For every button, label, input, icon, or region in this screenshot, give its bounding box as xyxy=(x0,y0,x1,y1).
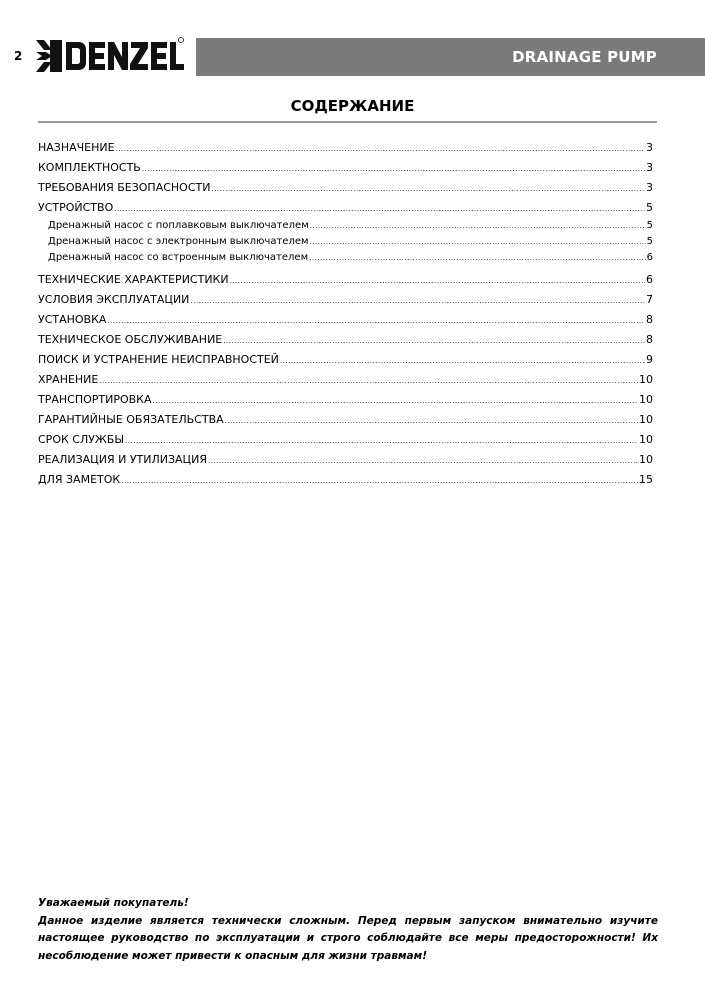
toc-entry-page: 5 xyxy=(646,220,653,231)
toc-entry-label: УСТРОЙСТВО xyxy=(38,201,114,214)
toc-dot-leader xyxy=(99,371,638,391)
toc-dot-leader xyxy=(153,391,638,411)
toc-entry-page: 7 xyxy=(646,293,653,306)
toc-dot-leader xyxy=(121,471,638,491)
toc-entry-page: 10 xyxy=(639,413,653,426)
toc-entry-label: ТРЕБОВАНИЯ БЕЗОПАСНОСТИ xyxy=(38,181,211,194)
toc-entry[interactable] xyxy=(38,350,653,370)
toc-entry[interactable] xyxy=(38,370,653,390)
toc-subentry[interactable] xyxy=(38,234,653,250)
toc-entry-page: 10 xyxy=(639,393,653,406)
toc-entry-label: ДЛЯ ЗАМЕТОК xyxy=(38,473,121,486)
toc-dot-leader xyxy=(107,311,645,331)
notice-greeting: Уважаемый покупатель! xyxy=(38,897,189,909)
customer-notice xyxy=(38,895,658,965)
toc-dot-leader xyxy=(309,250,646,266)
toc-entry-label: ТРАНСПОРТИРОВКА xyxy=(38,393,152,406)
toc-entry-page: 6 xyxy=(646,273,653,286)
toc-dot-leader xyxy=(310,234,646,250)
header-title: DRAINAGE PUMP xyxy=(512,48,657,66)
toc-entry[interactable] xyxy=(38,310,653,330)
toc-entry[interactable] xyxy=(38,450,653,470)
toc-entry-label: НАЗНАЧЕНИЕ xyxy=(38,141,115,154)
toc-dot-leader xyxy=(125,431,638,451)
toc-entry-page: 5 xyxy=(646,201,653,214)
toc-entry-page: 10 xyxy=(639,373,653,386)
toc-entry[interactable] xyxy=(38,158,653,178)
toc-entry-label: Дренажный насос с электронным выключателем xyxy=(48,236,309,247)
toc-entry-label: ТЕХНИЧЕСКОЕ ОБСЛУЖИВАНИЕ xyxy=(38,333,223,346)
toc-dot-leader xyxy=(190,291,645,311)
toc-entry-label: СРОК СЛУЖБЫ xyxy=(38,433,125,446)
table-of-contents xyxy=(38,138,653,490)
toc-entry-page: 15 xyxy=(639,473,653,486)
title-divider xyxy=(38,121,657,123)
toc-entry-page: 6 xyxy=(646,252,653,263)
toc-entry-label: Дренажный насос с поплавковым выключателем xyxy=(48,220,309,231)
toc-dot-leader xyxy=(225,411,638,431)
toc-entry-label: КОМПЛЕКТНОСТЬ xyxy=(38,161,141,174)
toc-dot-leader xyxy=(142,159,645,179)
toc-entry[interactable] xyxy=(38,470,653,490)
toc-entry-label: ТЕХНИЧЕСКИЕ ХАРАКТЕРИСТИКИ xyxy=(38,273,229,286)
toc-entry-page: 5 xyxy=(646,236,653,247)
toc-entry-label: ХРАНЕНИЕ xyxy=(38,373,99,386)
toc-entry-label: РЕАЛИЗАЦИЯ И УТИЛИЗАЦИЯ xyxy=(38,453,207,466)
toc-dot-leader xyxy=(280,351,645,371)
toc-entry[interactable] xyxy=(38,290,653,310)
toc-dot-leader xyxy=(230,271,645,291)
toc-entry[interactable] xyxy=(38,178,653,198)
toc-dot-leader xyxy=(223,331,645,351)
notice-text: Данное изделие является технически сложным. Перед первым запуском внимательно изучите настоящее руководство по эксплуатации и строго соблюдайте все меры предосторожности! Их несоблюдение может привести к опасным для жизни травмам! xyxy=(38,914,658,962)
toc-dot-leader xyxy=(211,179,645,199)
toc-subentry[interactable] xyxy=(38,218,653,234)
toc-entry-page: 8 xyxy=(646,313,653,326)
toc-entry-page: 3 xyxy=(646,141,653,154)
toc-entry-label: ПОИСК И УСТРАНЕНИЕ НЕИСПРАВНОСТЕЙ xyxy=(38,353,279,366)
denzel-logo xyxy=(36,36,184,76)
toc-entry-page: 10 xyxy=(639,433,653,446)
toc-entry-page: 3 xyxy=(646,181,653,194)
toc-dot-leader xyxy=(114,199,645,219)
toc-entry[interactable] xyxy=(38,330,653,350)
toc-entry-page: 9 xyxy=(646,353,653,366)
toc-entry[interactable] xyxy=(38,390,653,410)
toc-entry[interactable] xyxy=(38,138,653,158)
toc-title: СОДЕРЖАНИЕ xyxy=(290,97,415,115)
toc-entry-page: 3 xyxy=(646,161,653,174)
toc-dot-leader xyxy=(310,218,646,234)
toc-entry-page: 8 xyxy=(646,333,653,346)
toc-subentry[interactable] xyxy=(38,250,653,266)
toc-entry-page: 10 xyxy=(639,453,653,466)
toc-entry-label: УСТАНОВКА xyxy=(38,313,107,326)
toc-entry[interactable] xyxy=(38,270,653,290)
toc-entry[interactable] xyxy=(38,198,653,218)
toc-dot-leader xyxy=(116,139,645,159)
toc-entry-label: УСЛОВИЯ ЭКСПЛУАТАЦИИ xyxy=(38,293,190,306)
toc-entry[interactable] xyxy=(38,430,653,450)
toc-entry[interactable] xyxy=(38,410,653,430)
toc-dot-leader xyxy=(208,451,638,471)
toc-entry-label: Дренажный насос со встроенным выключателем xyxy=(48,252,309,263)
page-number: 2 xyxy=(14,49,23,63)
toc-entry-label: ГАРАНТИЙНЫЕ ОБЯЗАТЕЛЬСТВА xyxy=(38,413,224,426)
header-bar xyxy=(196,38,705,76)
